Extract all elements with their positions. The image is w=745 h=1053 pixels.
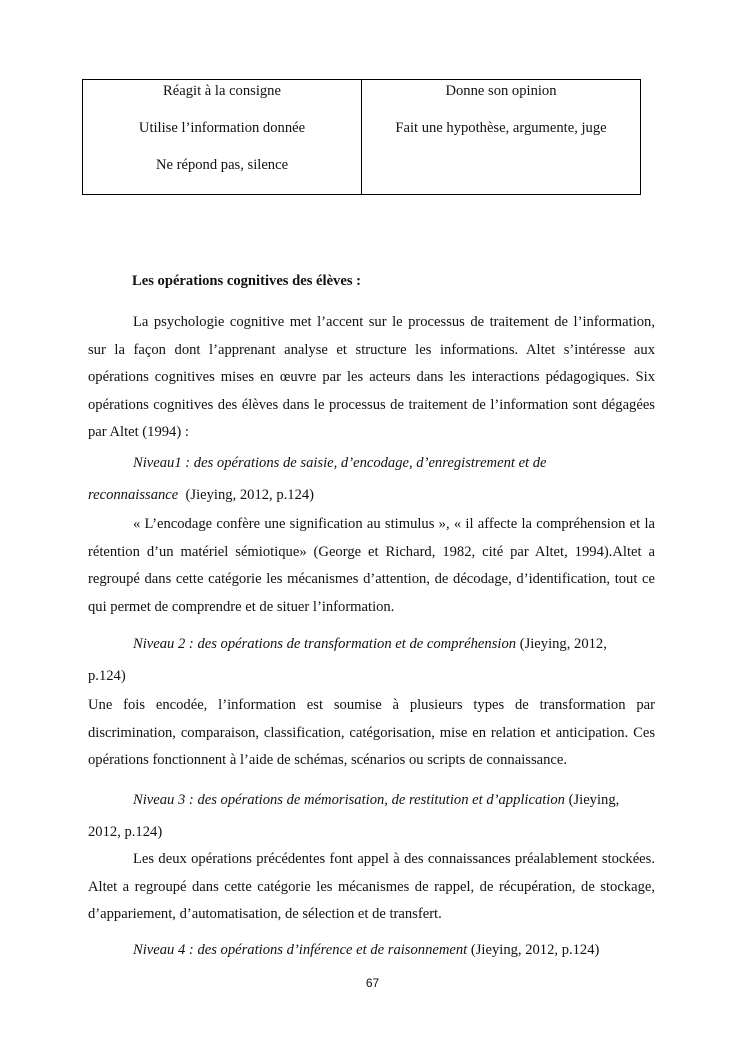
intro-paragraph: La psychologie cognitive met l’accent sur le processus de traitement de l’information, sur la façon dont l’apprenant analyse et structure les informations. Altet s’intéresse aux opérations cognitives mises en œuvre par les acteurs dans les interactions pédagogiques. Six opérations cognitives des élèves dans le processus de traitement de l’information sont dégagées par Altet (1994) : bbox=[88, 314, 655, 440]
page-number: 67 bbox=[365, 976, 380, 990]
level2-body: Une fois encodée, l’information est soumise à plusieurs types de transformation par discrimination, comparaison, classification, catégorisation, mise en relation et anticipation. Ces opérations fonctionnent à l’aide de schémas, scénarios ou scripts de connaissance. bbox=[88, 697, 655, 768]
table-item: Fait une hypothèse, argumente, juge bbox=[395, 120, 607, 136]
level3-title-text: Niveau 3 : des opérations de mémorisation, de restitution et d’application bbox=[133, 792, 565, 808]
table-cell-right bbox=[362, 80, 641, 195]
level1-title-text-cont: reconnaissance bbox=[88, 487, 179, 503]
level3-title bbox=[88, 784, 655, 848]
table-row bbox=[83, 80, 641, 195]
level4-citation: (Jieying, 2012, p.124) bbox=[470, 942, 600, 958]
table-item: Réagit à la consigne bbox=[163, 83, 281, 99]
table-item: Donne son opinion bbox=[445, 83, 557, 99]
table-item: Utilise l’information donnée bbox=[138, 120, 306, 136]
level1-body: « L’encodage confère une signification au stimulus », « il affecte la compréhension et la rétention d’un matériel sémiotique» (George et Richard, 1982, cité par Altet, 1994).Altet a regroupé dans cette catégorie les mécanismes d’attention, de décodage, d’identification, tout ce qui permet de comprendre et de situer l’information. bbox=[88, 516, 655, 615]
level3-body: Les deux opérations précédentes font appel à des connaissances préalablement stockées. Altet a regroupé dans cette catégorie les mécanismes de rappel, de récupération, de stockage, d’appariement, d’automatisation, de sélection et de transfert. bbox=[88, 851, 655, 922]
behavior-table bbox=[82, 79, 641, 195]
level2-title-text: Niveau 2 : des opérations de transformation et de compréhension bbox=[133, 636, 517, 652]
level2-citation-cont: p.124) bbox=[88, 668, 126, 684]
level1-title bbox=[88, 447, 655, 511]
level2-citation: (Jieying, 2012, bbox=[519, 636, 607, 652]
table-cell-left bbox=[83, 80, 362, 195]
table-item: Ne répond pas, silence bbox=[155, 157, 289, 173]
level4-title bbox=[88, 937, 655, 965]
level3-citation-cont: 2012, p.124) bbox=[88, 824, 163, 840]
level3-citation: (Jieying, bbox=[568, 792, 620, 808]
level1-title-text: Niveau1 : des opérations de saisie, d’encodage, d’enregistrement et de bbox=[133, 455, 547, 471]
level2-title bbox=[88, 628, 655, 692]
level4-title-text: Niveau 4 : des opérations d’inférence et de raisonnement bbox=[133, 942, 468, 958]
section-heading: Les opérations cognitives des élèves : bbox=[132, 273, 362, 289]
level1-citation: (Jieying, 2012, p.124) bbox=[185, 487, 315, 503]
